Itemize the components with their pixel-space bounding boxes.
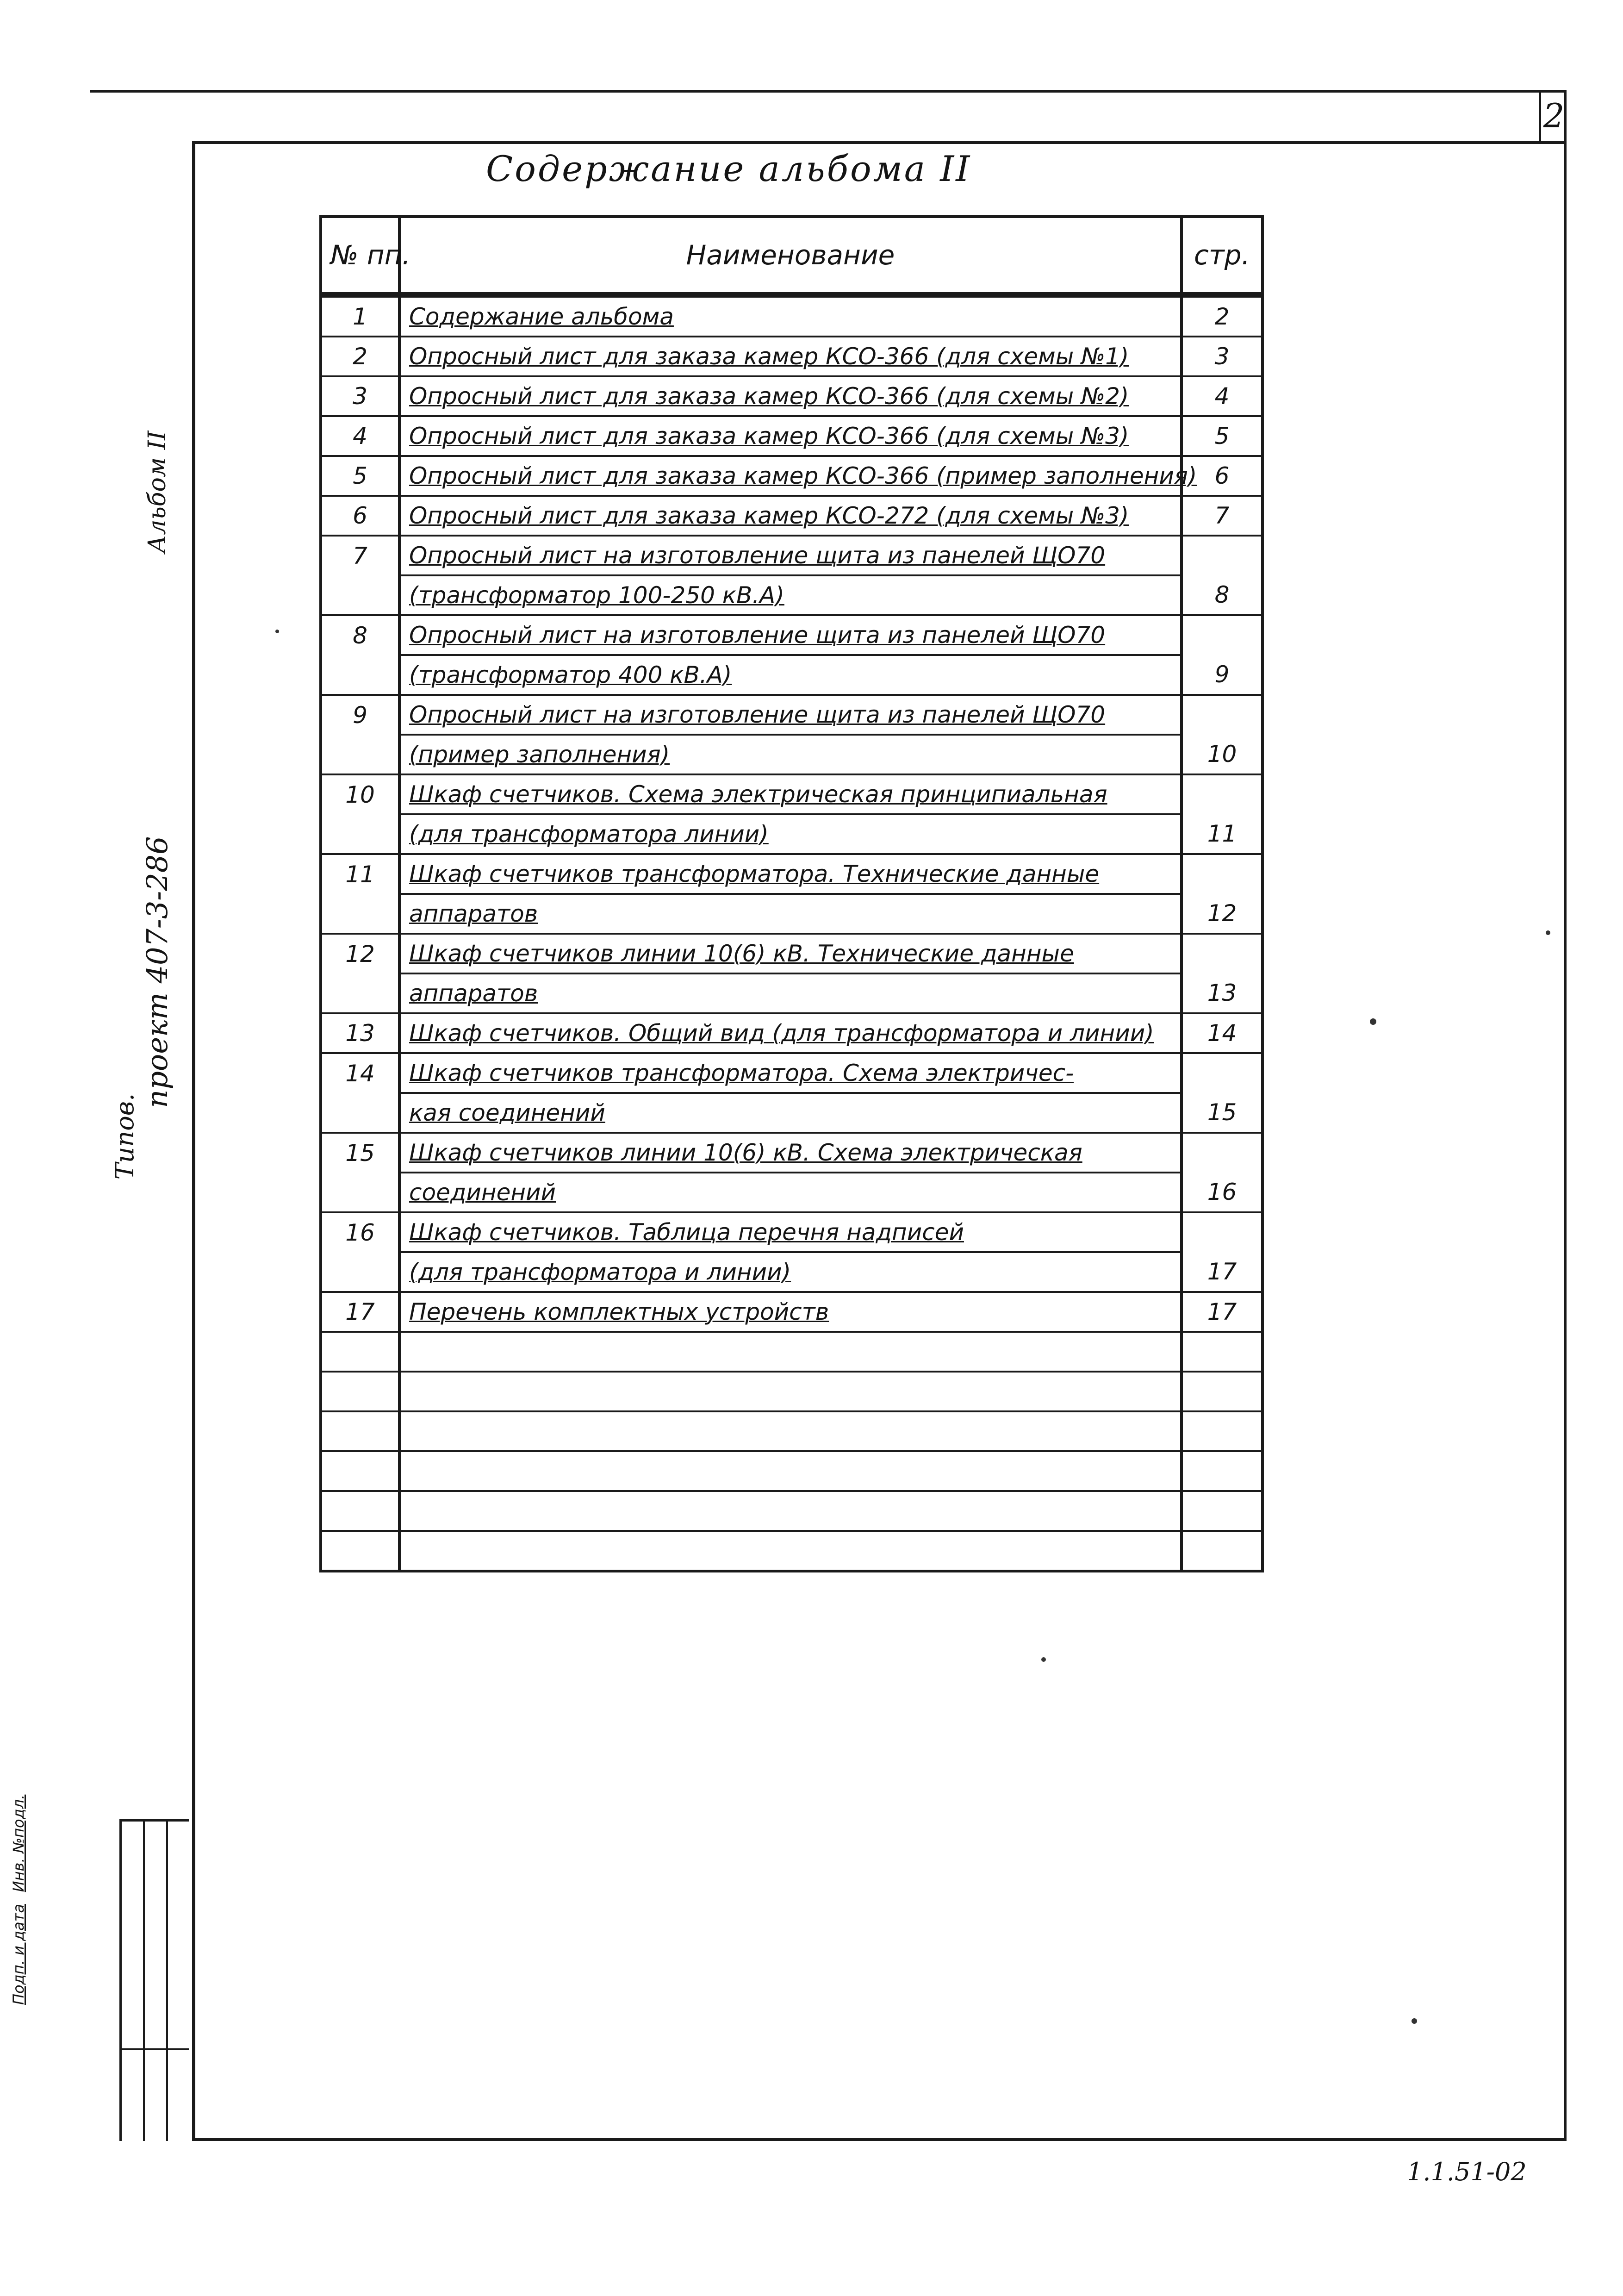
side-label-project: проект 407-3-286: [140, 836, 174, 1108]
table-row: [321, 774, 1262, 814]
row-page: [1181, 1491, 1262, 1531]
stamp-column: [145, 1822, 168, 2141]
stamp-signature-label: Подп. и дата: [10, 1904, 27, 2005]
row-name: Опросный лист для заказа камер КСО-366 (для схемы №2): [399, 376, 1181, 416]
row-number: 7: [321, 536, 399, 575]
row-page: [1181, 1531, 1262, 1571]
row-page: [1181, 1212, 1262, 1252]
row-name: Шкаф счетчиков трансформатора. Технические данные: [399, 854, 1181, 894]
row-page: [1181, 1451, 1262, 1491]
table-row: [321, 1292, 1262, 1332]
row-page: 9: [1181, 655, 1262, 695]
table-row: [321, 1252, 1262, 1292]
row-name: кая соединений: [399, 1093, 1181, 1133]
stamp-divider: [122, 2048, 189, 2050]
row-page: [1181, 1372, 1262, 1411]
row-number: 15: [321, 1133, 399, 1173]
row-name: Опросный лист для заказа камер КСО-366 (для схемы №1): [399, 337, 1181, 376]
row-name: Опросный лист для заказа камер КСО-272 (для схемы №3): [399, 496, 1181, 536]
row-page: [1181, 854, 1262, 894]
row-number: 13: [321, 1013, 399, 1053]
row-page: [1181, 1411, 1262, 1451]
scan-speck: [275, 630, 279, 633]
table-row: [321, 1133, 1262, 1173]
table-row: [321, 337, 1262, 376]
row-page: 2: [1181, 295, 1262, 337]
table-row: [321, 934, 1262, 973]
row-number: 14: [321, 1053, 399, 1093]
table-row: [321, 416, 1262, 456]
table-row: [321, 536, 1262, 575]
row-page: [1181, 934, 1262, 973]
row-number: [321, 1451, 399, 1491]
header-number: № пп.: [321, 217, 399, 295]
table-row: [321, 854, 1262, 894]
table-row: [321, 973, 1262, 1013]
row-page: 4: [1181, 376, 1262, 416]
row-number: [321, 735, 399, 774]
contents-body: [321, 295, 1262, 1571]
row-name: (трансформатор 400 кВ.А): [399, 655, 1181, 695]
table-row: [321, 1093, 1262, 1133]
row-name: [399, 1531, 1181, 1571]
row-name: [399, 1372, 1181, 1411]
row-number: [321, 1252, 399, 1292]
header-name: Наименование: [399, 217, 1181, 295]
table-row: [321, 496, 1262, 536]
row-number: [321, 1332, 399, 1372]
row-name: Шкаф счетчиков линии 10(6) кВ. Схема электрическая: [399, 1133, 1181, 1173]
row-number: 17: [321, 1292, 399, 1332]
row-number: [321, 1411, 399, 1451]
table-header-row: [321, 217, 1262, 295]
row-number: [321, 575, 399, 615]
row-name: [399, 1411, 1181, 1451]
row-page: 15: [1181, 1093, 1262, 1133]
table-row: [321, 814, 1262, 854]
row-page: 10: [1181, 735, 1262, 774]
row-number: 1: [321, 295, 399, 337]
table-row: [321, 1013, 1262, 1053]
row-page: [1181, 536, 1262, 575]
approval-stamp: [119, 1819, 189, 2141]
row-name: Опросный лист для заказа камер КСО-366 (для схемы №3): [399, 416, 1181, 456]
row-page: 3: [1181, 337, 1262, 376]
row-name: Опросный лист для заказа камер КСО-366 (пример заполнения): [399, 456, 1181, 496]
row-name: Перечень комплектных устройств: [399, 1292, 1181, 1332]
table-row: [321, 615, 1262, 655]
table-row: [321, 1491, 1262, 1531]
row-page: [1181, 1133, 1262, 1173]
row-page: 13: [1181, 973, 1262, 1013]
table-row: [321, 1332, 1262, 1372]
row-number: [321, 1491, 399, 1531]
row-name: Шкаф счетчиков линии 10(6) кВ. Технические данные: [399, 934, 1181, 973]
row-number: 4: [321, 416, 399, 456]
row-name: Опросный лист на изготовление щита из панелей ЩО70: [399, 536, 1181, 575]
row-number: 6: [321, 496, 399, 536]
row-page: 17: [1181, 1252, 1262, 1292]
row-name: Содержание альбома: [399, 295, 1181, 337]
row-name: Опросный лист на изготовление щита из панелей ЩО70: [399, 695, 1181, 735]
scan-speck: [1041, 1657, 1046, 1662]
row-name: аппаратов: [399, 973, 1181, 1013]
scan-speck: [1546, 930, 1550, 935]
row-name: (для трансформатора линии): [399, 814, 1181, 854]
row-page: [1181, 615, 1262, 655]
row-name: [399, 1451, 1181, 1491]
row-page: 8: [1181, 575, 1262, 615]
row-number: 9: [321, 695, 399, 735]
archive-code: 1.1.51-02: [1407, 2157, 1527, 2186]
row-name: [399, 1491, 1181, 1531]
table-row: [321, 1212, 1262, 1252]
row-page: [1181, 1332, 1262, 1372]
row-page: 17: [1181, 1292, 1262, 1332]
row-number: 16: [321, 1212, 399, 1252]
table-row: [321, 1411, 1262, 1451]
row-number: 12: [321, 934, 399, 973]
row-number: 10: [321, 774, 399, 814]
row-page: 16: [1181, 1173, 1262, 1212]
side-label-album: Альбом II: [143, 430, 171, 553]
row-name: аппаратов: [399, 894, 1181, 934]
table-row: [321, 1053, 1262, 1093]
row-page: 11: [1181, 814, 1262, 854]
row-number: 8: [321, 615, 399, 655]
stamp-column: [122, 1822, 145, 2141]
table-row: [321, 575, 1262, 615]
row-name: (трансформатор 100-250 кВ.А): [399, 575, 1181, 615]
table-row: [321, 376, 1262, 416]
row-page: 12: [1181, 894, 1262, 934]
row-page: 6: [1181, 456, 1262, 496]
row-number: [321, 1093, 399, 1133]
table-row: [321, 1372, 1262, 1411]
row-page: [1181, 1053, 1262, 1093]
row-page: 14: [1181, 1013, 1262, 1053]
page-title: Содержание альбома II: [486, 148, 972, 189]
stamp-inventory-label: Инв. №подл.: [10, 1794, 27, 1892]
table-row: [321, 735, 1262, 774]
side-label-typical: Типов.: [110, 1093, 139, 1180]
row-number: [321, 1531, 399, 1571]
table-row: [321, 1531, 1262, 1571]
row-page: 5: [1181, 416, 1262, 456]
row-page: [1181, 774, 1262, 814]
row-number: 2: [321, 337, 399, 376]
table-row: [321, 894, 1262, 934]
row-number: [321, 894, 399, 934]
scan-speck: [1370, 1018, 1376, 1025]
row-number: [321, 1173, 399, 1212]
row-number: [321, 1372, 399, 1411]
row-name: [399, 1332, 1181, 1372]
row-number: [321, 655, 399, 695]
table-row: [321, 695, 1262, 735]
row-number: 5: [321, 456, 399, 496]
row-name: Опросный лист на изготовление щита из панелей ЩО70: [399, 615, 1181, 655]
table-row: [321, 1173, 1262, 1212]
row-name: Шкаф счетчиков. Схема электрическая принципиальная: [399, 774, 1181, 814]
row-name: (для трансформатора и линии): [399, 1252, 1181, 1292]
sheet-number: 2: [1539, 90, 1567, 141]
scan-speck: [1412, 2018, 1417, 2024]
row-number: 11: [321, 854, 399, 894]
row-number: [321, 973, 399, 1013]
row-number: 3: [321, 376, 399, 416]
table-row: [321, 456, 1262, 496]
table-row: [321, 655, 1262, 695]
table-row: [321, 295, 1262, 337]
row-page: 7: [1181, 496, 1262, 536]
row-page: [1181, 695, 1262, 735]
row-name: Шкаф счетчиков. Общий вид (для трансформатора и линии): [399, 1013, 1181, 1053]
row-name: Шкаф счетчиков трансформатора. Схема электричес-: [399, 1053, 1181, 1093]
row-name: соединений: [399, 1173, 1181, 1212]
header-page: стр.: [1181, 217, 1262, 295]
row-name: Шкаф счетчиков. Таблица перечня надписей: [399, 1212, 1181, 1252]
contents-table: [319, 215, 1264, 1572]
row-number: [321, 814, 399, 854]
table-row: [321, 1451, 1262, 1491]
row-name: (пример заполнения): [399, 735, 1181, 774]
